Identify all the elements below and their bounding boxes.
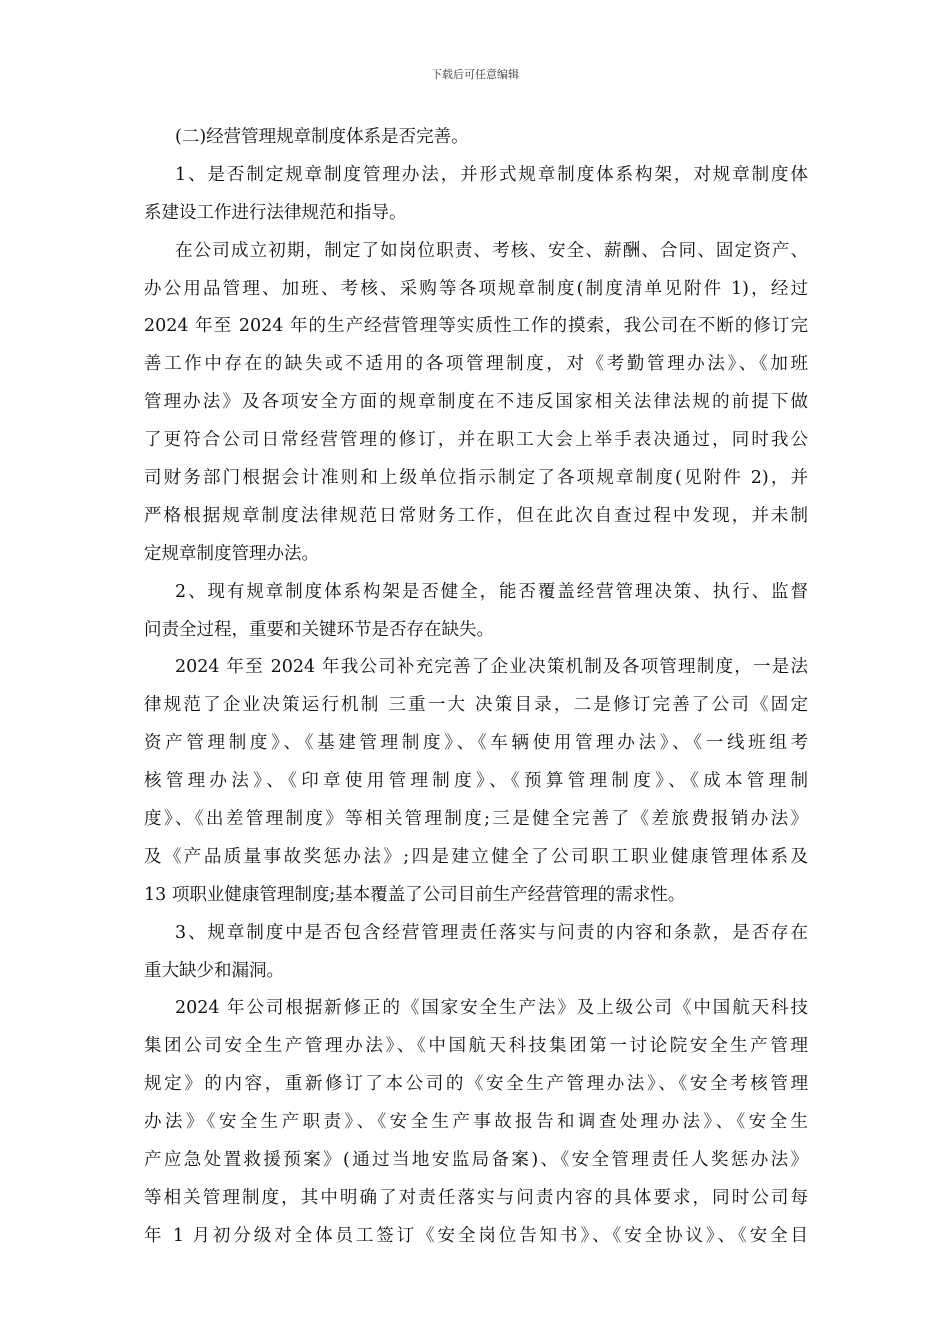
answer-1: 了更符合公司日常经营管理的修订，并在职工大会上举手表决通过，同时我公 [144, 430, 808, 451]
answer-1: 严格根据规章制度法律规范日常财务工作，但在此次自查过程中发现，并未制 [144, 505, 808, 526]
answer-2: 2024 年至 2024 年我公司补充完善了企业决策机制及各项管理制度，一是法 [175, 657, 808, 678]
answer-1: 管理办法》及各项安全方面的规章制度在不违反国家相关法律法规的前提下做 [144, 392, 808, 413]
question-3: 3、规章制度中是否包含经营管理责任落实与问责的内容和条款，是否存在 [175, 922, 808, 943]
section-heading: (二)经营管理规章制度体系是否完善。 [175, 127, 469, 147]
answer-3: 等相关管理制度，其中明确了对责任落实与问责内容的具体要求，同时公司每 [144, 1187, 808, 1208]
answer-3: 2024 年公司根据新修正的《国家安全生产法》及上级公司《中国航天科技 [175, 998, 808, 1019]
answer-3: 规定》的内容，重新修订了本公司的《安全生产管理办法》、《安全考核管理 [144, 1074, 808, 1095]
answer-2: 及《产品质量事故奖惩办法》;四是建立健全了公司职工职业健康管理体系及 [144, 846, 808, 867]
answer-3: 产应急处置救援预案》(通过当地安监局备案)、《安全管理责任人奖惩办法》 [144, 1150, 808, 1171]
answer-2: 13 项职业健康管理制度;基本覆盖了公司目前生产经营管理的需求性。 [144, 884, 686, 905]
answer-2: 核管理办法》、《印章使用管理制度》、《预算管理制度》、《成本管理制 [144, 771, 808, 792]
question-3: 重大缺少和漏洞。 [144, 960, 284, 981]
answer-3: 办法》《安全生产职责》、《安全生产事故报告和调查处理办法》、《安全生 [144, 1112, 808, 1133]
answer-2: 资产管理制度》、《基建管理制度》、《车辆使用管理办法》、《一线班组考 [144, 733, 808, 754]
question-1: 1、是否制定规章制度管理办法，并形式规章制度体系构架，对规章制度体 [175, 164, 808, 185]
document-body [144, 119, 808, 1256]
answer-1: 在公司成立初期，制定了如岗位职责、考核、安全、薪酬、合同、固定资产、 [175, 240, 808, 261]
answer-3: 年 1 月初分级对全体员工签订《安全岗位告知书》、《安全协议》、《安全目 [144, 1225, 808, 1246]
answer-1: 善工作中存在的缺失或不适用的各项管理制度，对《考勤管理办法》、《加班 [144, 354, 808, 375]
answer-2: 度》、《出差管理制度》等相关管理制度;三是健全完善了《差旅费报销办法》 [144, 809, 808, 830]
answer-1: 定规章制度管理办法。 [144, 543, 319, 564]
question-2: 问责全过程，重要和关键环节是否存在缺失。 [144, 619, 494, 640]
header-note: 下载后可任意编辑 [431, 68, 519, 81]
question-2: 2、现有规章制度体系构架是否健全，能否覆盖经营管理决策、执行、监督 [175, 581, 808, 602]
answer-2: 律规范了企业决策运行机制 三重一大 决策目录，二是修订完善了公司《固定 [144, 695, 808, 716]
answer-1: 司财务部门根据会计准则和上级单位指示制定了各项规章制度(见附件 2)，并 [144, 468, 808, 489]
answer-1: 办公用品管理、加班、考核、采购等各项规章制度(制度清单见附件 1)，经过 [144, 278, 808, 299]
answer-1: 2024 年至 2024 年的生产经营管理等实质性工作的摸索，我公司在不断的修订完 [144, 316, 808, 337]
answer-3: 集团公司安全生产管理办法》、《中国航天科技集团第一讨论院安全生产管理 [144, 1036, 808, 1057]
question-1: 系建设工作进行法律规范和指导。 [144, 202, 407, 223]
